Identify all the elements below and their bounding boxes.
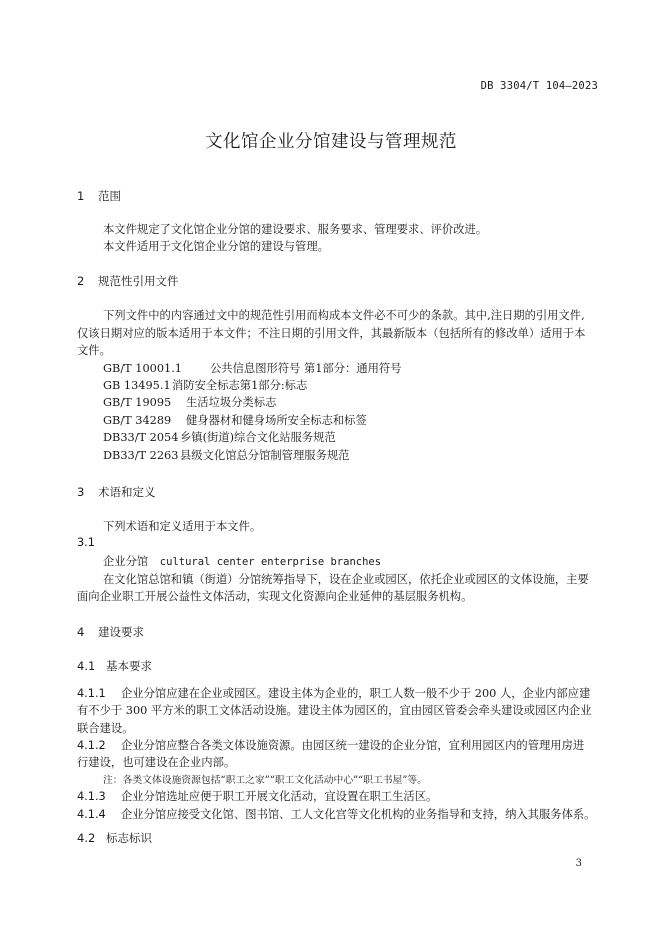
reference-title: 县级文化馆总分馆制管理服务规范 [180,449,350,462]
page-number: 3 [575,858,582,869]
note: 注：各类文体设施资源包括“职工之家”“职工文化活动中心”“职工书屋”等。 [103,775,427,786]
paragraph: 本文件适用于文化馆企业分馆的建设与管理。 [103,240,329,253]
paragraph: 仅该日期对应的版本适用于本文件；不注日期的引用文件，其最新版本（包括所有的修改单）适用于本 [77,327,586,340]
paragraph: 在文化馆总馆和镇（街道）分馆统筹指导下，设在企业或园区，依托企业或园区的文体设施，主要 [103,573,589,586]
section-title: 建设要求 [98,625,144,639]
subsection-4-2-heading [77,830,152,846]
section-2-heading [77,273,179,289]
subsection-title: 基本要求 [106,659,152,673]
reference-code: GB/T 34289 [103,414,172,427]
clause-number: 4.1.2 [77,739,106,752]
paragraph: 本文件规定了文化馆企业分馆的建设要求、服务要求、管理要求、评价改进。 [103,223,488,236]
clause-4-1-4 [77,806,595,822]
reference-item [103,429,336,445]
clause-4-1-3 [77,788,437,804]
reference-item [103,447,349,463]
section-number: 2 [77,274,85,288]
clause-number: 4.1.3 [77,790,106,803]
section-number: 3 [77,485,85,499]
paragraph: 下列术语和定义适用于本文件。 [103,520,262,533]
section-title: 范围 [98,189,121,203]
subsection-number: 4.2 [77,831,96,845]
term-entry [103,553,381,569]
reference-title: 生活垃圾分类标志 [186,396,277,409]
paragraph: 行建设，也可建设在企业内部。 [77,756,236,769]
paragraph: 下列文件中的内容通过文中的规范性引用而构成本文件必不可少的条款。其中,注日期的引用文件, [103,309,585,322]
reference-code: DB33/T 2263 [103,449,179,462]
clause-text: 企业分馆应建在企业或园区。建设主体为企业的，职工人数一般不少于 200 人，企业内部应建 [121,687,591,700]
section-4-heading [77,624,144,640]
reference-item [103,360,402,376]
subsection-number: 4.1 [77,659,96,673]
subsection-title: 标志标识 [106,831,152,845]
term-chinese: 企业分馆 [103,555,149,568]
term-english: cultural center enterprise branches [159,556,382,568]
clause-number: 4.1.4 [77,808,106,821]
paragraph: 文件。 [77,344,111,357]
subsection-4-1-heading [77,658,152,674]
section-title: 规范性引用文件 [98,274,179,288]
section-number: 4 [77,625,85,639]
clause-text: 企业分馆应整合各类文体设施资源。由园区统一建设的企业分馆，宜利用园区内的管理用房进 [121,739,585,752]
reference-item [103,377,307,393]
document-title: 文化馆企业分馆建设与管理规范 [205,132,457,152]
clause-text: 企业分馆应接受文化馆、图书馆、工人文化宫等文化机构的业务指导和支持，纳入其服务体系。 [121,808,596,821]
clause-4-1-2 [77,737,584,753]
reference-title: 公共信息图形符号 第1部分：通用符号 [210,362,402,375]
reference-code: GB 13495.1 [103,379,171,392]
section-number: 1 [77,189,85,203]
clause-number: 4.1.1 [77,687,106,700]
reference-title: 消防安全标志第1部分:标志 [172,379,308,392]
reference-code: GB/T 19095 [103,396,172,409]
standard-code: DB 3304/T 104—2023 [480,80,598,92]
term-number: 3.1 [77,536,95,549]
reference-code: GB/T 10001.1 [103,362,182,375]
section-3-heading [77,484,156,500]
reference-item [103,412,367,428]
paragraph: 面向企业职工开展公益性文体活动，实现文化资源向企业延伸的基层服务机构。 [77,590,473,603]
clause-text: 企业分馆选址应便于职工开展文化活动，宜设置在职工生活区。 [121,790,438,803]
reference-code: DB33/T 2054 [103,431,179,444]
reference-item [103,394,276,410]
clause-4-1-1 [77,685,590,701]
paragraph: 有不少于 300 平方米的职工文体活动设施。建设主体为园区的，宜由园区管委会牵头建设或园区内企业 [77,704,592,717]
paragraph: 联合建设。 [77,722,134,735]
reference-title: 乡镇(街道)综合文化站服务规范 [180,431,336,444]
section-title: 术语和定义 [98,485,156,499]
reference-title: 健身器材和健身场所安全标志和标签 [186,414,367,427]
section-1-heading [77,188,121,204]
